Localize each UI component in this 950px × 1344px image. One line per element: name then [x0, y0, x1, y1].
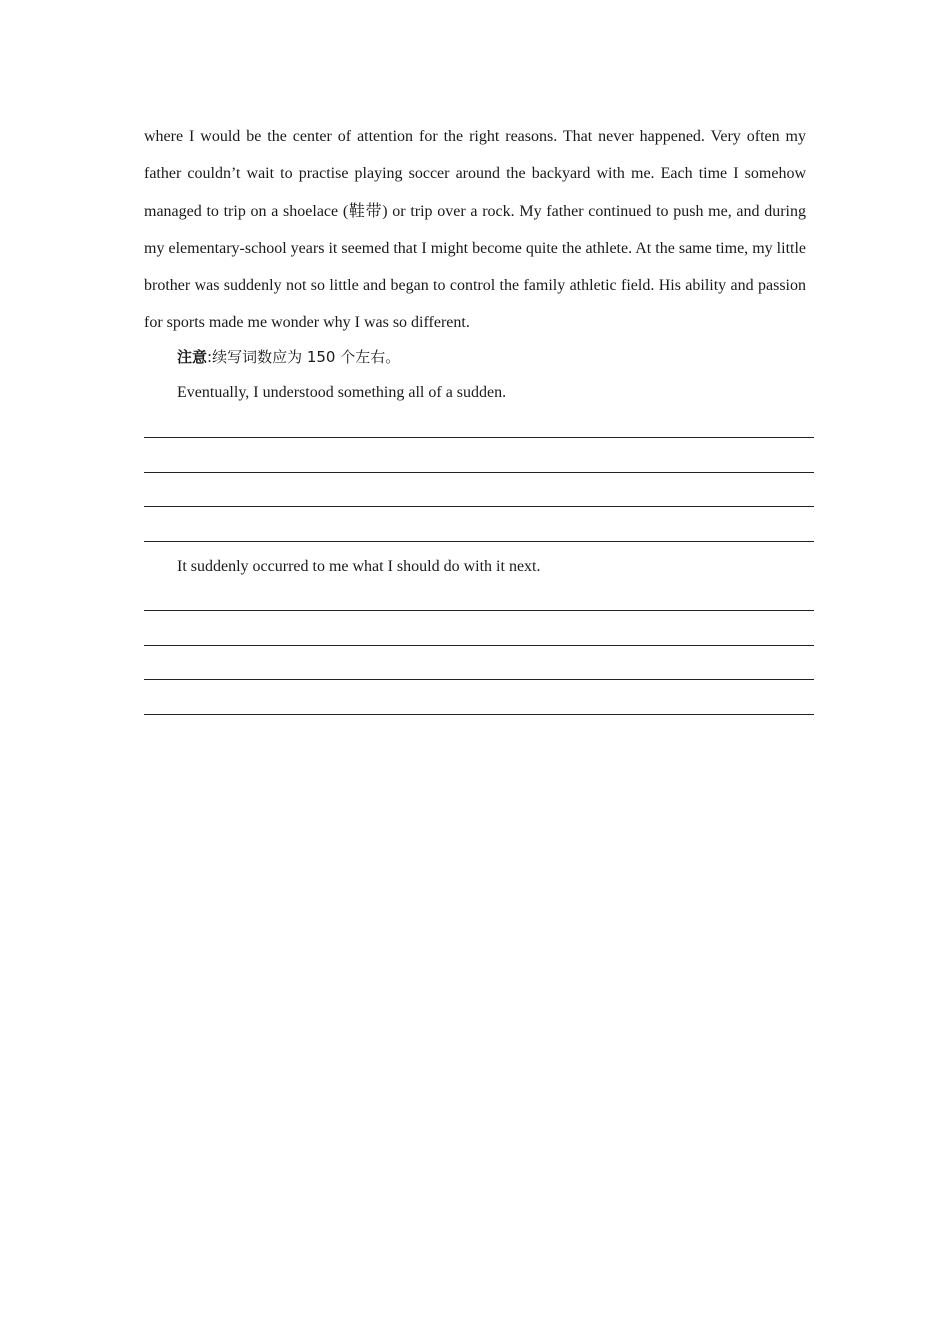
answer-line[interactable] — [144, 645, 814, 646]
note-text: :续写词数应为 150 个左右。 — [207, 348, 401, 366]
writing-note — [177, 346, 400, 369]
answer-line[interactable] — [144, 437, 814, 438]
answer-line[interactable] — [144, 610, 814, 611]
answer-line[interactable] — [144, 506, 814, 507]
prompt-first-paragraph: Eventually, I understood something all of a sudden. — [177, 384, 507, 401]
answer-line[interactable] — [144, 472, 814, 473]
passage-paragraph — [144, 118, 806, 342]
prompt-second-paragraph: It suddenly occurred to me what I should do with it next. — [177, 558, 541, 575]
answer-line[interactable] — [144, 679, 814, 680]
answer-line[interactable] — [144, 541, 814, 542]
answer-line[interactable] — [144, 714, 814, 715]
note-label: 注意 — [177, 348, 208, 366]
passage-text: where I would be the center of attention for the right reasons. That never happened. Very often my father couldn’t wait to practise playing soccer around the backyard with me. Each time I somehow managed to trip on a shoelace (鞋带) or trip over a rock. My father continued to push me, and during my elementary-school years it seemed that I might become quite the athlete. At the same time, my little brother was suddenly not so little and began to control the family athletic field. His ability and passion for sports made me wonder why I was so different. — [144, 128, 806, 332]
